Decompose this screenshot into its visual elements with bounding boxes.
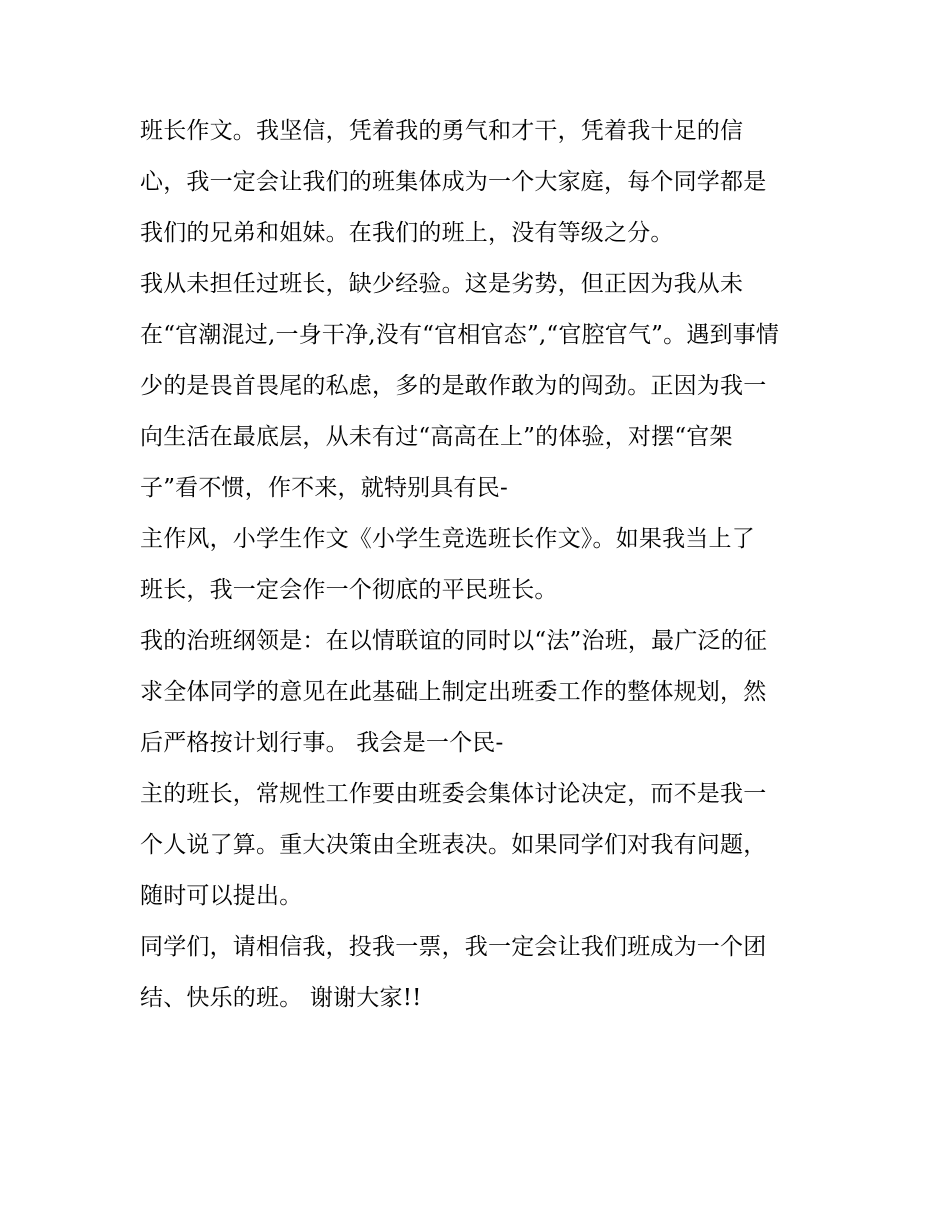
text-line: 结、快乐的班。 谢谢大家!!	[140, 985, 422, 1011]
text-line: 我的治班纲领是：在以情联谊的同时以“法”治班，最广泛的征	[140, 628, 768, 654]
text-line: 同学们，请相信我，投我一票，我一定会让我们班成为一个团	[140, 934, 767, 960]
text-line: 后严格按计划行事。 我会是一个民-	[140, 730, 504, 756]
document-page	[140, 106, 820, 1024]
text-line: 向生活在最底层，从未有过“高高在上”的体验，对摆“官架	[140, 424, 733, 450]
text-line: 主的班长，常规性工作要由班委会集体讨论决定，而不是我一	[140, 781, 767, 807]
text-line: 求全体同学的意见在此基础上制定出班委工作的整体规划，然	[140, 679, 767, 705]
text-line: 心，我一定会让我们的班集体成为一个大家庭，每个同学都是	[140, 169, 767, 195]
text-line: 个人说了算。重大决策由全班表决。如果同学们对我有问题，	[140, 832, 767, 858]
text-line: 少的是畏首畏尾的私虑，多的是敢作敢为的闯劲。正因为我一	[140, 373, 767, 399]
text-line: 我们的兄弟和姐妹。在我们的班上，没有等级之分。	[140, 220, 674, 246]
text-line: 子”看不惯，作不来，就特别具有民-	[140, 475, 508, 501]
text-line: 班长，我一定会作一个彻底的平民班长。	[140, 577, 558, 603]
text-line: 班长作文。我坚信，凭着我的勇气和才干，凭着我十足的信	[140, 118, 744, 144]
text-line: 主作风，小学生作文《小学生竞选班长作文》。如果我当上了	[140, 526, 755, 552]
text-line: 在“官潮混过,一身干净,没有“官相官态”,“官腔官气”。遇到事情	[140, 322, 780, 348]
text-line: 我从未担任过班长，缺少经验。这是劣势，但正因为我从未	[140, 271, 744, 297]
text-line: 随时可以提出。	[140, 883, 303, 909]
